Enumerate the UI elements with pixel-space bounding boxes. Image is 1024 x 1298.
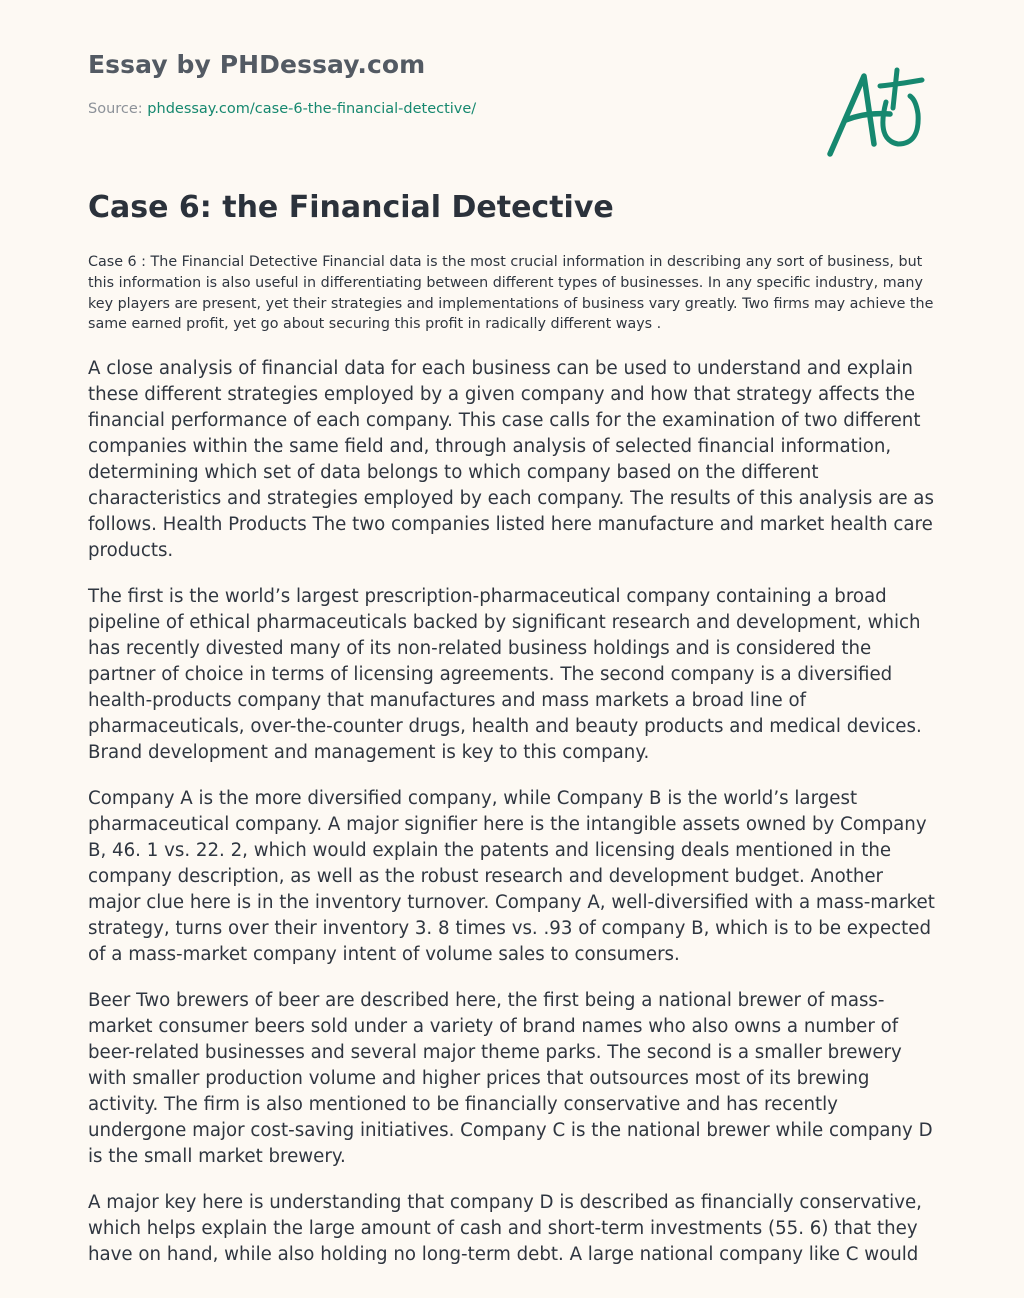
source-line	[88, 101, 476, 117]
article-paragraph: Beer Two brewers of beer are described here, the first being a national brewer of mass-market consumer beers sold under a variety of brand names who also owns a number of beer-related businesses and several major theme parks. The second is a smaller brewery with smaller production volume and higher prices that outsources most of its brewing activity. The firm is also mentioned to be financially conservative and has recently undergone major cost-saving initiatives. Company C is the national brewer while company D is the small market brewery.	[88, 990, 933, 1167]
article-paragraph: A major key here is understanding that company D is described as financially conservative, which helps explain the large amount of cash and short-term investments (55. 6) that they have on hand, while also holding no long-term debt. A large national company like C would	[88, 1192, 922, 1265]
article-intro: Case 6 : The Financial Detective Financial data is the most crucial information in describing any sort of business, but this information is also useful in differentiating between different types of businesses. In any specific industry, many key players are present, yet their strategies and implementations of business vary greatly. Two firms may achieve the same earned profit, yet go about securing this profit in radically different ways .	[88, 254, 934, 333]
article-title: Case 6: the Financial Detective	[88, 190, 614, 225]
article-paragraph: The first is the world’s largest prescription-pharmaceutical company containing a broad pipeline of ethical pharmaceuticals backed by significant research and development, which has recently divested many of its non-related business holdings and is considered the partner of choice in terms of licensing agreements. The second company is a diversified health-products company that manufactures and mass markets a broad line of pharmaceuticals, over-the-counter drugs, health and beauty products and medical devices. Brand development and management is key to this company.	[88, 586, 922, 763]
source-link[interactable]: phdessay.com/case-6-the-financial-detective/	[147, 101, 477, 117]
article-paragraph: A close analysis of financial data for each business can be used to understand and explain these different strategies employed by a given company and how that strategy affects the financial performance of each company. This case calls for the examination of two different companies within the same field and, through analysis of selected financial information, determining which set of data belongs to which company based on the different characteristics and strategies employed by each company. The results of this analysis are as follows. Health Products The two companies listed here manufacture and market health care products.	[88, 358, 934, 561]
source-label: Source:	[88, 101, 143, 117]
article-paragraph: Company A is the more diversified company, while Company B is the world’s largest pharmaceutical company. A major signifier here is the intangible assets owned by Company B, 46. 1 vs. 22. 2, which would explain the patents and licensing deals mentioned in the company description, as well as the robust research and development budget. Another major clue here is in the inventory turnover. Company A, well-diversified with a mass-market strategy, turns over their inventory 3. 8 times vs. .93 of company B, which is to be expected of a mass-market company intent of volume sales to consumers.	[88, 788, 935, 965]
article-body	[88, 356, 936, 1288]
a-plus-logo-icon	[820, 62, 932, 162]
site-brand[interactable]: Essay by PHDessay.com	[88, 50, 426, 79]
